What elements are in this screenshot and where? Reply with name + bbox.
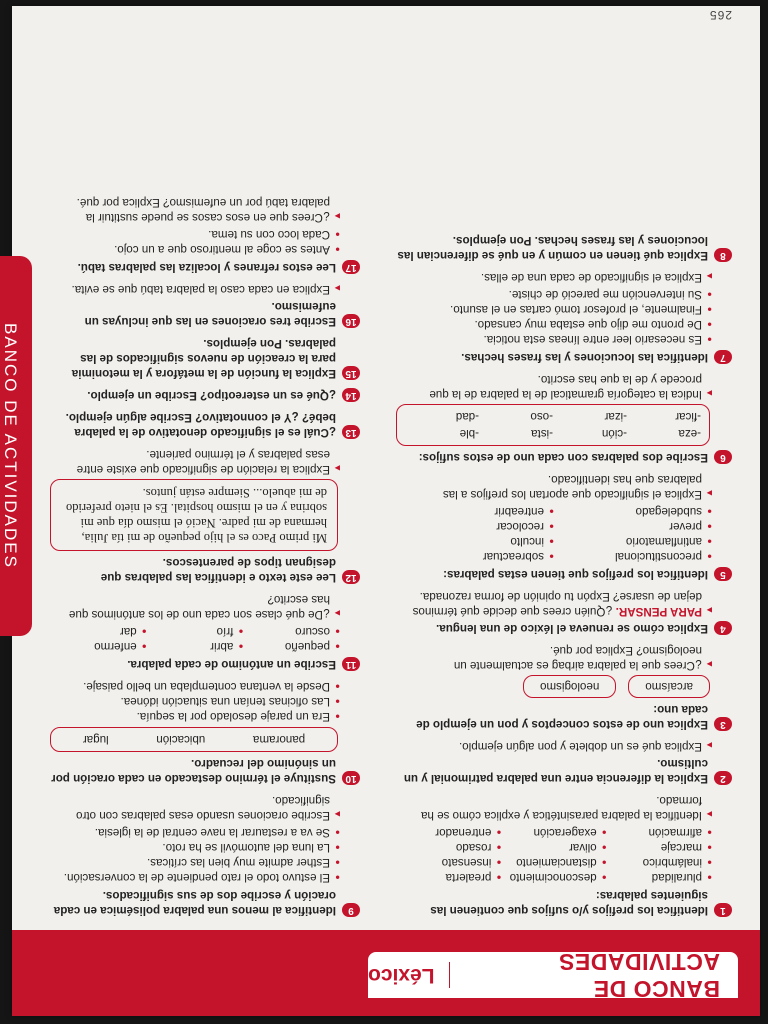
question-14 xyxy=(50,388,360,403)
question-text: Sustituye el término destacado en cada oración por un sinónimo del recuadro. xyxy=(51,757,336,785)
bullet-list xyxy=(396,643,712,673)
question-text: Identifica las locuciones y las frases hechas. xyxy=(461,351,708,364)
word-list xyxy=(50,624,340,654)
bullet-list xyxy=(396,793,712,823)
quote-box: Mi primo Paco es el hijo pequeño de mi tía Julia, hermana de mi padre. Nació el mismo día que mi sobrina y en el mismo hospital. Es el nieto preferido de mi abuelo... Siempre están juntos. xyxy=(50,479,338,551)
bullet-list xyxy=(50,282,340,297)
synonym-item: ubicación xyxy=(156,733,206,746)
question-number: 10 xyxy=(342,771,360,785)
question-number: 11 xyxy=(342,657,360,671)
word-item: ● afirmación xyxy=(607,825,712,840)
word-item: ● enfermo xyxy=(50,639,147,654)
word-item: ● subdelegado xyxy=(554,504,712,519)
question-number: 4 xyxy=(714,621,732,635)
bullet-item: ▶ ¿Crees que la palabra airbag es actualmente un neologismo? Explica por qué. xyxy=(396,643,712,673)
book-page xyxy=(1,6,760,1016)
word-item: ● antinflamatorio xyxy=(554,534,712,549)
bullet-list xyxy=(396,372,712,402)
question-6 xyxy=(396,372,732,465)
sentence-list xyxy=(50,825,340,885)
word-item: ● recolocar xyxy=(396,519,554,534)
question-9 xyxy=(50,793,360,918)
header-divider xyxy=(449,962,451,988)
question-number: 15 xyxy=(342,366,360,380)
word-item: ● marcaje xyxy=(607,840,712,855)
word-item: ● distanciamiento xyxy=(501,855,606,870)
question-number: 12 xyxy=(342,570,360,584)
synonym-item: lugar xyxy=(82,733,109,746)
word-list xyxy=(396,504,712,564)
word-item: ● rosado xyxy=(396,840,501,855)
sentence-item: ● Las oficinas tenían una situación idónea. xyxy=(50,694,340,709)
concept-pill: neologismo xyxy=(523,675,616,698)
question-text: ¿Cuál es el significado denotativo de la palabra bebé? ¿Y el connotativo? Escribe algún ejemplo. xyxy=(65,411,336,439)
question-text: Lee estos refranes y localiza las palabras tabú. xyxy=(77,261,336,274)
question-text: Identifica al menos una palabra polisémica en cada oración y escribe dos de sus significados. xyxy=(53,889,336,917)
question-text: Escribe tres oraciones en las que incluyas un eufemismo. xyxy=(84,300,336,328)
header-tab xyxy=(368,949,738,1002)
sentence-list xyxy=(50,227,340,257)
bullet-list xyxy=(396,589,712,619)
header-band xyxy=(12,930,760,1016)
question-13 xyxy=(50,410,360,440)
question-17 xyxy=(50,195,360,275)
question-text: Explica qué tienen en común y en qué se diferencian las locuciones y las frases hechas. Pon ejemplos. xyxy=(397,234,708,262)
bullet-list xyxy=(396,739,712,754)
sentence-item: ● Es necesario leer entre líneas esta noticia. xyxy=(396,332,712,347)
para-pensar-text: ¿Quién crees que decide qué términos dejan de usarse? Expón tu opinión de forma razonada. xyxy=(412,590,702,618)
question-text: Identifica los prefijos que tienen estas palabras: xyxy=(443,568,708,581)
bullet-item: ▶ ¿Crees que en esos casos se puede sustituir la palabra tabú por un eufemismo? Explica por qué. xyxy=(50,195,340,225)
question-number: 2 xyxy=(714,771,732,785)
question-number: 14 xyxy=(342,388,360,402)
word-item: ● entrenador xyxy=(396,825,501,840)
question-1 xyxy=(396,793,732,918)
word-item: ● entreabrir xyxy=(396,504,554,519)
question-11 xyxy=(50,592,360,672)
suffix-item: -ble xyxy=(459,427,479,440)
sentence-item: ● Cada loco con su tema. xyxy=(50,227,340,242)
concept-pills xyxy=(396,675,710,698)
question-number: 5 xyxy=(714,567,732,581)
suffix-item: -ción xyxy=(601,427,627,440)
question-text: ¿Qué es un estereotipo? Escribe un ejemplo. xyxy=(87,389,336,402)
side-tab-label: BANCO DE ACTIVIDADES xyxy=(1,323,20,569)
question-text: Explica uno de estos conceptos y pon un ejemplo de cada uno: xyxy=(416,703,708,731)
question-text: Lee este texto e identifica las palabras que designan tipos de parentescos. xyxy=(100,556,336,584)
side-tab xyxy=(0,256,32,636)
question-number: 8 xyxy=(714,248,732,262)
word-item: ● preconstitucional xyxy=(554,549,712,564)
sentence-item: ● Antes se coge al mentiroso que a un cojo. xyxy=(50,242,340,257)
word-item: ● prever xyxy=(554,519,712,534)
bullet-item: ▶ Escribe oraciones usando esas palabras con otro significado. xyxy=(50,793,340,823)
suffix-item: -dad xyxy=(455,410,479,423)
question-text: Explica cómo se renueva el léxico de una lengua. xyxy=(436,622,708,635)
question-text: Escribe un antónimo de cada palabra. xyxy=(127,658,336,671)
question-12 xyxy=(50,447,360,585)
question-2 xyxy=(396,739,732,786)
question-number: 7 xyxy=(714,350,732,364)
question-5 xyxy=(396,472,732,582)
word-list xyxy=(396,825,712,885)
bullet-item: ▶ Explica la relación de significado que existe entre esas palabras y el término pariente. xyxy=(50,447,340,477)
suffix-box xyxy=(396,404,710,446)
word-item: ● oscuro xyxy=(243,624,340,639)
bullet-item: ▶ Identifica la palabra parasintética y explica cómo se ha formado. xyxy=(396,793,712,823)
question-number: 6 xyxy=(714,450,732,464)
bullet-list xyxy=(50,592,340,622)
question-text: Escribe dos palabras con cada uno de estos sufijos: xyxy=(418,451,708,464)
sentence-item: ● Desde la ventana contemplaba un bello paisaje. xyxy=(50,679,340,694)
bullet-item xyxy=(396,589,712,619)
sentence-list xyxy=(396,287,712,347)
question-number: 17 xyxy=(342,260,360,274)
suffix-item: -izar xyxy=(604,410,627,423)
header-title: BANCO DE ACTIVIDADES xyxy=(558,949,720,1002)
question-number: 16 xyxy=(342,314,360,328)
question-number: 1 xyxy=(714,903,732,917)
sentence-item: ● La luna del automóvil se ha roto. xyxy=(50,840,340,855)
suffix-item: -ficar xyxy=(675,410,701,423)
word-item: ● abrir xyxy=(147,639,244,654)
question-15 xyxy=(50,336,360,381)
word-item: ● inalámbrico xyxy=(607,855,712,870)
question-7 xyxy=(396,270,732,365)
right-column xyxy=(50,188,360,918)
sentence-item: ● Finalmente, el profesor tomó cartas en el asunto. xyxy=(396,302,712,317)
bullet-list xyxy=(50,447,340,477)
question-number: 3 xyxy=(714,717,732,731)
suffix-item: -ista xyxy=(531,427,553,440)
word-item: ● frío xyxy=(147,624,244,639)
bullet-item: ▶ Explica en cada caso la palabra tabú que se evita. xyxy=(50,282,340,297)
left-column xyxy=(396,226,732,918)
synonym-box xyxy=(50,727,338,752)
concept-pill: arcaísmo xyxy=(628,675,710,698)
sentence-item: ● Era un paraje desolado por la sequía. xyxy=(50,709,340,724)
sentence-item: ● Se va a restaurar la nave central de la iglesia. xyxy=(50,825,340,840)
page-number: 265 xyxy=(708,8,732,22)
word-item: ● dar xyxy=(50,624,147,639)
word-item: ● desconocimiento xyxy=(501,870,606,885)
question-4 xyxy=(396,589,732,636)
bullet-item: ▶ Explica el significado que aportan los prefijos a las palabras que has identificado. xyxy=(396,472,712,502)
para-pensar-label: PARA PENSAR. xyxy=(615,605,702,618)
synonym-item: panorama xyxy=(252,733,306,746)
word-item: ● inculto xyxy=(396,534,554,549)
word-item: ● pluralidad xyxy=(607,870,712,885)
question-16 xyxy=(50,282,360,329)
sentence-item: ● Su intervención me pareció de chiste. xyxy=(396,287,712,302)
question-8 xyxy=(396,233,732,263)
word-item: ● pequeño xyxy=(243,639,340,654)
sentence-list xyxy=(50,679,340,724)
question-number: 9 xyxy=(342,903,360,917)
bullet-item: ▶ Indica la categoría gramatical de la palabra de la que procede y de la que has escrito. xyxy=(396,372,712,402)
question-text: Explica la función de la metáfora y la metonimia para la creación de nuevos significados de las palabras. Pon ejemplos. xyxy=(71,337,336,380)
question-number: 13 xyxy=(342,425,360,439)
sentence-item: ● El estuvo todo el rato pendiente de la conversación. xyxy=(50,870,340,885)
sentence-item: ● De pronto me dijo que estaba muy cansado. xyxy=(396,317,712,332)
header-section: Léxico xyxy=(368,964,435,987)
question-text: Identifica los prefijos y/o sufijos que contienen las siguientes palabras: xyxy=(430,889,708,917)
question-3 xyxy=(396,643,732,732)
question-10 xyxy=(50,679,360,786)
bullet-list xyxy=(396,270,712,285)
bullet-item: ▶ ¿De qué clase son cada uno de los antónimos que has escrito? xyxy=(50,592,340,622)
suffix-item: -eza xyxy=(678,427,701,440)
question-text: Explica la diferencia entre una palabra patrimonial y un cultismo. xyxy=(403,757,708,785)
bullet-item: ▶ Explica el significado de cada una de ellas. xyxy=(396,270,712,285)
suffix-item: -oso xyxy=(530,410,553,423)
word-item: ● olivar xyxy=(501,840,606,855)
bullet-list xyxy=(50,195,340,225)
bullet-item: ▶ Explica qué es un doblete y pon algún ejemplo. xyxy=(396,739,712,754)
sentence-item: ● Esther admite muy bien las críticas. xyxy=(50,855,340,870)
bullet-list xyxy=(396,472,712,502)
word-item: ● exageración xyxy=(501,825,606,840)
word-item: ● insensato xyxy=(396,855,501,870)
word-item: ● prealerta xyxy=(396,870,501,885)
word-item: ● sobreactuar xyxy=(396,549,554,564)
bullet-list xyxy=(50,793,340,823)
